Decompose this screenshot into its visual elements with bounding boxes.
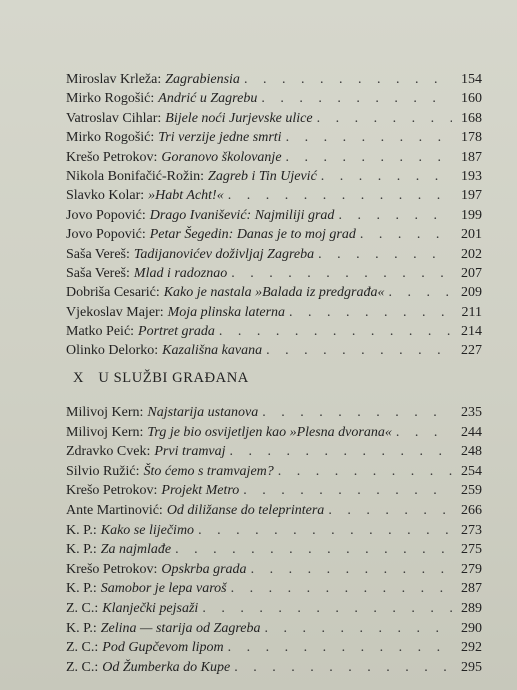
entry-separator: : [92,581,97,597]
entry-title: Pod Gupčevom lipom [102,640,224,656]
entry-title: Zelina — starija od Zagreba [100,620,261,636]
toc-entry [66,658,482,678]
entry-title: Kako se liječimo [100,522,195,538]
entry-title: Kazališna kavana [162,343,263,359]
toc-entry [66,225,482,244]
entry-title: Kako je nastala »Balada iz predgrađa« [163,285,385,301]
entry-page-number: 209 [461,285,482,301]
toc-entry [66,303,482,322]
entry-author: Mirko Rogošić [66,91,151,107]
entry-author: Milivoj Kern [66,424,140,440]
entry-separator: : [94,659,99,675]
entry-author: Dobriša Cesarić [66,285,156,301]
dot-leader [338,206,452,225]
entry-page-number: 295 [461,659,482,675]
entry-separator: : [155,285,160,301]
entry-page-number: 279 [461,561,482,577]
toc-entry [66,540,482,560]
entry-author: Z. C. [66,659,95,675]
entry-separator: : [92,522,97,538]
entry-author: Mirko Rogošić [66,130,151,146]
dot-leader [396,423,452,443]
entry-title: Tri verzije jedne smrti [158,130,282,146]
entry-title: Opskrba grada [161,561,247,577]
entry-author: Saša Vereš [66,265,127,281]
entry-separator: : [139,405,144,420]
toc-entry [66,560,482,580]
entry-page-number: 154 [461,72,482,87]
entry-author: Jovo Popović [66,207,142,223]
entry-page-number: 290 [461,620,482,636]
entry-separator: : [141,227,146,243]
toc-entry [66,423,482,443]
entry-title: Bijele noći Jurjevske ulice [165,110,313,126]
entry-page-number: 214 [461,324,482,340]
entry-author: Nikola Bonifačić-Rožin [66,168,201,184]
entry-page-number: 227 [461,343,482,359]
entry-page-number: 266 [461,502,482,518]
dot-leader [262,403,452,423]
entry-page-number: 193 [461,168,482,184]
toc-entry [66,283,482,302]
toc-entry [66,89,482,108]
entry-page-number: 292 [461,640,482,656]
toc-entry [66,442,482,462]
dot-leader [219,322,452,341]
dot-leader [360,225,452,244]
entry-title: Petar Šegedin: Danas je to moj grad [149,227,356,243]
entry-page-number: 248 [461,444,482,460]
toc-entry [66,322,482,341]
dot-leader [231,579,452,599]
entry-separator: : [141,207,146,223]
dot-leader [231,264,452,283]
toc-list-top [66,70,482,361]
entry-title: Zagreb i Tin Ujević [208,168,317,184]
entry-author: Silvio Ružić [66,463,136,479]
entry-author: Vatroslav Cihlar [66,110,158,126]
entry-separator: : [92,620,97,636]
toc-entry [66,206,482,225]
dot-leader [321,167,452,186]
entry-separator: : [153,561,158,577]
entry-author: Matko Peić [66,324,131,340]
toc-entry [66,341,482,360]
entry-separator: : [153,149,158,165]
entry-page-number: 202 [461,246,482,262]
entry-separator: : [126,246,130,262]
entry-title: Trg je bio osvijetljen kao »Plesna dvorana« [147,424,392,440]
toc-entry [66,579,482,599]
entry-author: Krešo Petrokov [66,483,154,499]
entry-page-number: 199 [461,207,482,223]
toc-entry [66,619,482,639]
dot-leader [234,658,452,678]
entry-title: Najstarija ustanova [147,405,259,420]
entry-separator: : [159,304,164,320]
entry-separator: : [157,110,162,126]
entry-title: Goranovo školovanje [161,149,282,165]
toc-list-bottom [66,403,482,677]
toc-entry [66,481,482,501]
entry-author: Z. C. [66,600,95,616]
entry-page-number: 289 [461,600,482,616]
entry-page-number: 235 [461,405,482,420]
entry-separator: : [146,444,151,460]
entry-title: Što ćemo s tramvajem? [143,463,274,479]
dot-leader [317,109,452,128]
entry-author: Zdravko Cvek [66,444,147,460]
entry-separator: : [94,640,99,656]
toc-entry [66,167,482,186]
entry-author: K. P. [66,581,93,597]
dot-leader [289,303,452,322]
entry-author: Saša Vereš [66,246,127,262]
entry-page-number: 160 [461,91,482,107]
toc-entry [66,462,482,482]
entry-title: Mlad i radoznao [133,265,228,281]
toc-entry [66,403,482,423]
toc-entry [66,148,482,167]
entry-author: K. P. [66,620,93,636]
entry-title: Od Žumberka do Kupe [102,659,231,675]
entry-author: Jovo Popović [66,227,142,243]
entry-page-number: 201 [461,227,482,243]
entry-separator: : [135,463,140,479]
entry-separator: : [92,542,97,558]
entry-title: Prvi tramvaj [154,444,226,460]
entry-page-number: 168 [461,110,482,126]
entry-author: K. P. [66,542,93,558]
entry-separator: : [153,483,158,499]
entry-page-number: 187 [461,149,482,165]
entry-author: Ante Martinović [66,502,159,518]
entry-title: Od diližanse do teleprintera [166,502,325,518]
dot-leader [228,638,452,658]
entry-author: Vjekoslav Majer [66,304,160,320]
entry-separator: : [140,188,145,204]
toc-entry [66,521,482,541]
entry-page-number: 273 [461,522,482,538]
dot-leader [286,148,452,167]
dot-leader [202,599,452,619]
dot-leader [175,540,452,560]
dot-leader [244,70,452,89]
dot-leader [264,619,452,639]
dot-leader [251,560,452,580]
dot-leader [266,341,452,360]
entry-separator: : [158,502,163,518]
entry-separator: : [157,72,162,87]
dot-leader [286,128,452,147]
entry-page-number: 178 [461,130,482,146]
entry-page-number: 275 [461,542,482,558]
entry-title: »Habt Acht!« [148,188,224,204]
dot-leader [278,462,452,482]
entry-author: Miroslav Krleža [66,72,158,87]
dot-leader [318,245,452,264]
entry-author: Olinko Delorko [66,343,155,359]
entry-title: Portret grada [138,324,215,340]
toc-entry [66,109,482,128]
entry-page-number: 287 [461,581,482,597]
entry-title: Projekt Metro [161,483,240,499]
entry-page-number: 197 [461,188,482,204]
entry-title: Drago Ivanišević: Najmiliji grad [149,207,335,223]
entry-separator: : [200,168,205,184]
entry-page-number: 259 [461,483,482,499]
entry-separator: : [126,265,130,281]
entry-separator: : [94,600,99,616]
entry-author: Slavko Kolar [66,188,141,204]
entry-title: Moja plinska laterna [167,304,286,320]
dot-leader [328,501,452,521]
entry-page-number: 211 [461,304,482,320]
toc-entry [66,245,482,264]
entry-author: K. P. [66,522,93,538]
entry-separator: : [139,424,144,440]
section-number: X [73,370,85,386]
section-heading [73,370,249,387]
entry-separator: : [150,91,155,107]
toc-entry [66,501,482,521]
section-title-text: U SLUŽBI GRAĐANA [98,370,249,386]
entry-page-number: 254 [461,463,482,479]
entry-title: Za najmlađe [100,542,172,558]
entry-author: Krešo Petrokov [66,149,154,165]
toc-entry [66,638,482,658]
entry-title: Zagrabiensia [165,72,240,87]
entry-title: Tadijanovićev doživljaj Zagreba [133,246,315,262]
dot-leader [228,186,452,205]
entry-page-number: 207 [461,265,482,281]
entry-author: Milivoj Kern [66,405,140,420]
toc-entry [66,264,482,283]
entry-separator: : [154,343,159,359]
dot-leader [388,283,452,302]
entry-title: Samobor je lepa varoš [100,581,227,597]
toc-entry [66,70,482,89]
toc-entry [66,128,482,147]
entry-page-number: 244 [461,424,482,440]
toc-entry [66,186,482,205]
dot-leader [198,521,452,541]
toc-entry [66,599,482,619]
entry-separator: : [130,324,135,340]
entry-author: Z. C. [66,640,95,656]
entry-title: Klanječki pejsaži [102,600,199,616]
dot-leader [230,442,452,462]
entry-separator: : [150,130,155,146]
entry-title: Andrić u Zagrebu [158,91,258,107]
dot-leader [261,89,452,108]
dot-leader [243,481,452,501]
entry-author: Krešo Petrokov [66,561,154,577]
